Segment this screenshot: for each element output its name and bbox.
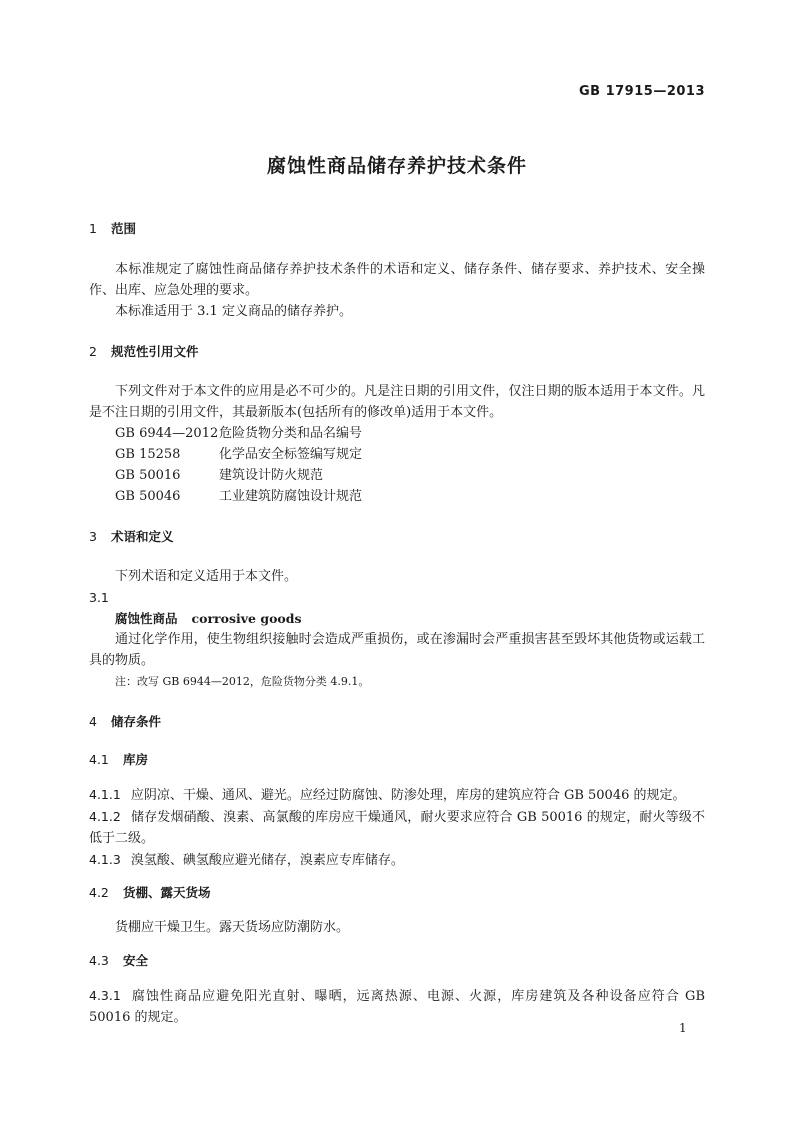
reference-name: 化学品安全标签编写规定 — [219, 447, 363, 462]
paragraph: 本标准规定了腐蚀性商品储存养护技术条件的术语和定义、储存条件、储存要求、养护技术、安全操作、出库、应急处理的要求。 — [89, 262, 705, 298]
term-english: corrosive goods — [191, 611, 302, 626]
clause — [89, 806, 705, 849]
term-heading — [89, 608, 705, 629]
reference-name: 工业建筑防腐蚀设计规范 — [219, 489, 363, 504]
section-heading — [89, 711, 705, 732]
section-title: 范围 — [111, 221, 137, 236]
page-number: 1 — [679, 1021, 687, 1035]
clause-number: 4.1.2 — [89, 809, 121, 824]
paragraph: 下列术语和定义适用于本文件。 — [115, 569, 298, 584]
subsection-heading — [89, 749, 705, 770]
document-title: 腐蚀性商品储存养护技术条件 — [266, 155, 527, 177]
clause-text: 腐蚀性商品应避免阳光直射、曝晒，远离热源、电源、火源，库房建筑及各种设备应符合 GB 50016 的规定。 — [89, 989, 705, 1025]
subsection-heading — [89, 950, 705, 971]
clause-number: 4.1.1 — [89, 787, 121, 802]
reference-name: 建筑设计防火规范 — [219, 468, 324, 483]
section-heading — [89, 341, 705, 362]
reference-code: GB 50016 — [115, 468, 181, 483]
paragraph: 下列文件对于本文件的应用是必不可少的。凡是注日期的引用文件，仅注日期的版本适用于本文件。凡是不注日期的引用文件，其最新版本(包括所有的修改单)适用于本文件。 — [89, 384, 705, 420]
clause — [89, 849, 705, 871]
subsection-number: 4.2 — [89, 885, 109, 900]
section-title: 储存条件 — [111, 714, 162, 729]
term-chinese: 腐蚀性商品 — [115, 611, 178, 626]
reference-item — [89, 465, 705, 486]
reference-code: GB 15258 — [115, 447, 181, 462]
reference-name: 危险货物分类和品名编号 — [219, 426, 363, 441]
standard-code: GB 17915—2013 — [578, 84, 705, 99]
term-note: 注：改写 GB 6944—2012，危险货物分类 4.9.1。 — [115, 675, 370, 688]
clause-text: 应阴凉、干燥、通风、避光。应经过防腐蚀、防渗处理，库房的建筑应符合 GB 50046 的规定。 — [130, 788, 686, 803]
subsection-title: 库房 — [123, 752, 149, 767]
section-heading — [89, 526, 705, 547]
subsection-number: 4.1 — [89, 752, 109, 767]
clause-number: 4.3.1 — [89, 988, 121, 1003]
term-definition: 通过化学作用，使生物组织接触时会造成严重损伤，或在渗漏时会严重损害甚至毁坏其他货物或运载工具的物质。 — [89, 632, 705, 668]
reference-code: GB 6944—2012 — [115, 426, 219, 441]
subsection-number: 4.3 — [89, 953, 109, 968]
clause-number: 4.1.3 — [89, 852, 121, 867]
subsection-heading — [89, 882, 705, 903]
clause-text: 溴氢酸、碘氢酸应避光储存，溴素应专库储存。 — [130, 853, 404, 868]
section-number: 4 — [89, 714, 97, 729]
reference-code: GB 50046 — [115, 489, 181, 504]
clause — [89, 985, 705, 1028]
paragraph: 货棚应干燥卫生。露天货场应防潮防水。 — [115, 920, 350, 935]
section-number: 3 — [89, 529, 97, 544]
section-title: 规范性引用文件 — [111, 344, 199, 359]
paragraph: 本标准适用于 3.1 定义商品的储存养护。 — [115, 304, 352, 319]
clause-text: 储存发烟硝酸、溴素、高氯酸的库房应干燥通风，耐火要求应符合 GB 50016 的规定，耐火等级不低于二级。 — [89, 810, 705, 846]
subsection-title: 货棚、露天货场 — [123, 885, 211, 900]
section-heading — [89, 218, 705, 239]
subsection-title: 安全 — [123, 953, 149, 968]
section-title: 术语和定义 — [111, 529, 174, 544]
reference-item — [89, 486, 705, 507]
reference-item — [89, 423, 705, 444]
document-body — [89, 218, 705, 1028]
clause — [89, 784, 705, 806]
section-number: 1 — [89, 221, 97, 236]
term-number: 3.1 — [89, 590, 109, 605]
section-number: 2 — [89, 344, 97, 359]
reference-item — [89, 444, 705, 465]
